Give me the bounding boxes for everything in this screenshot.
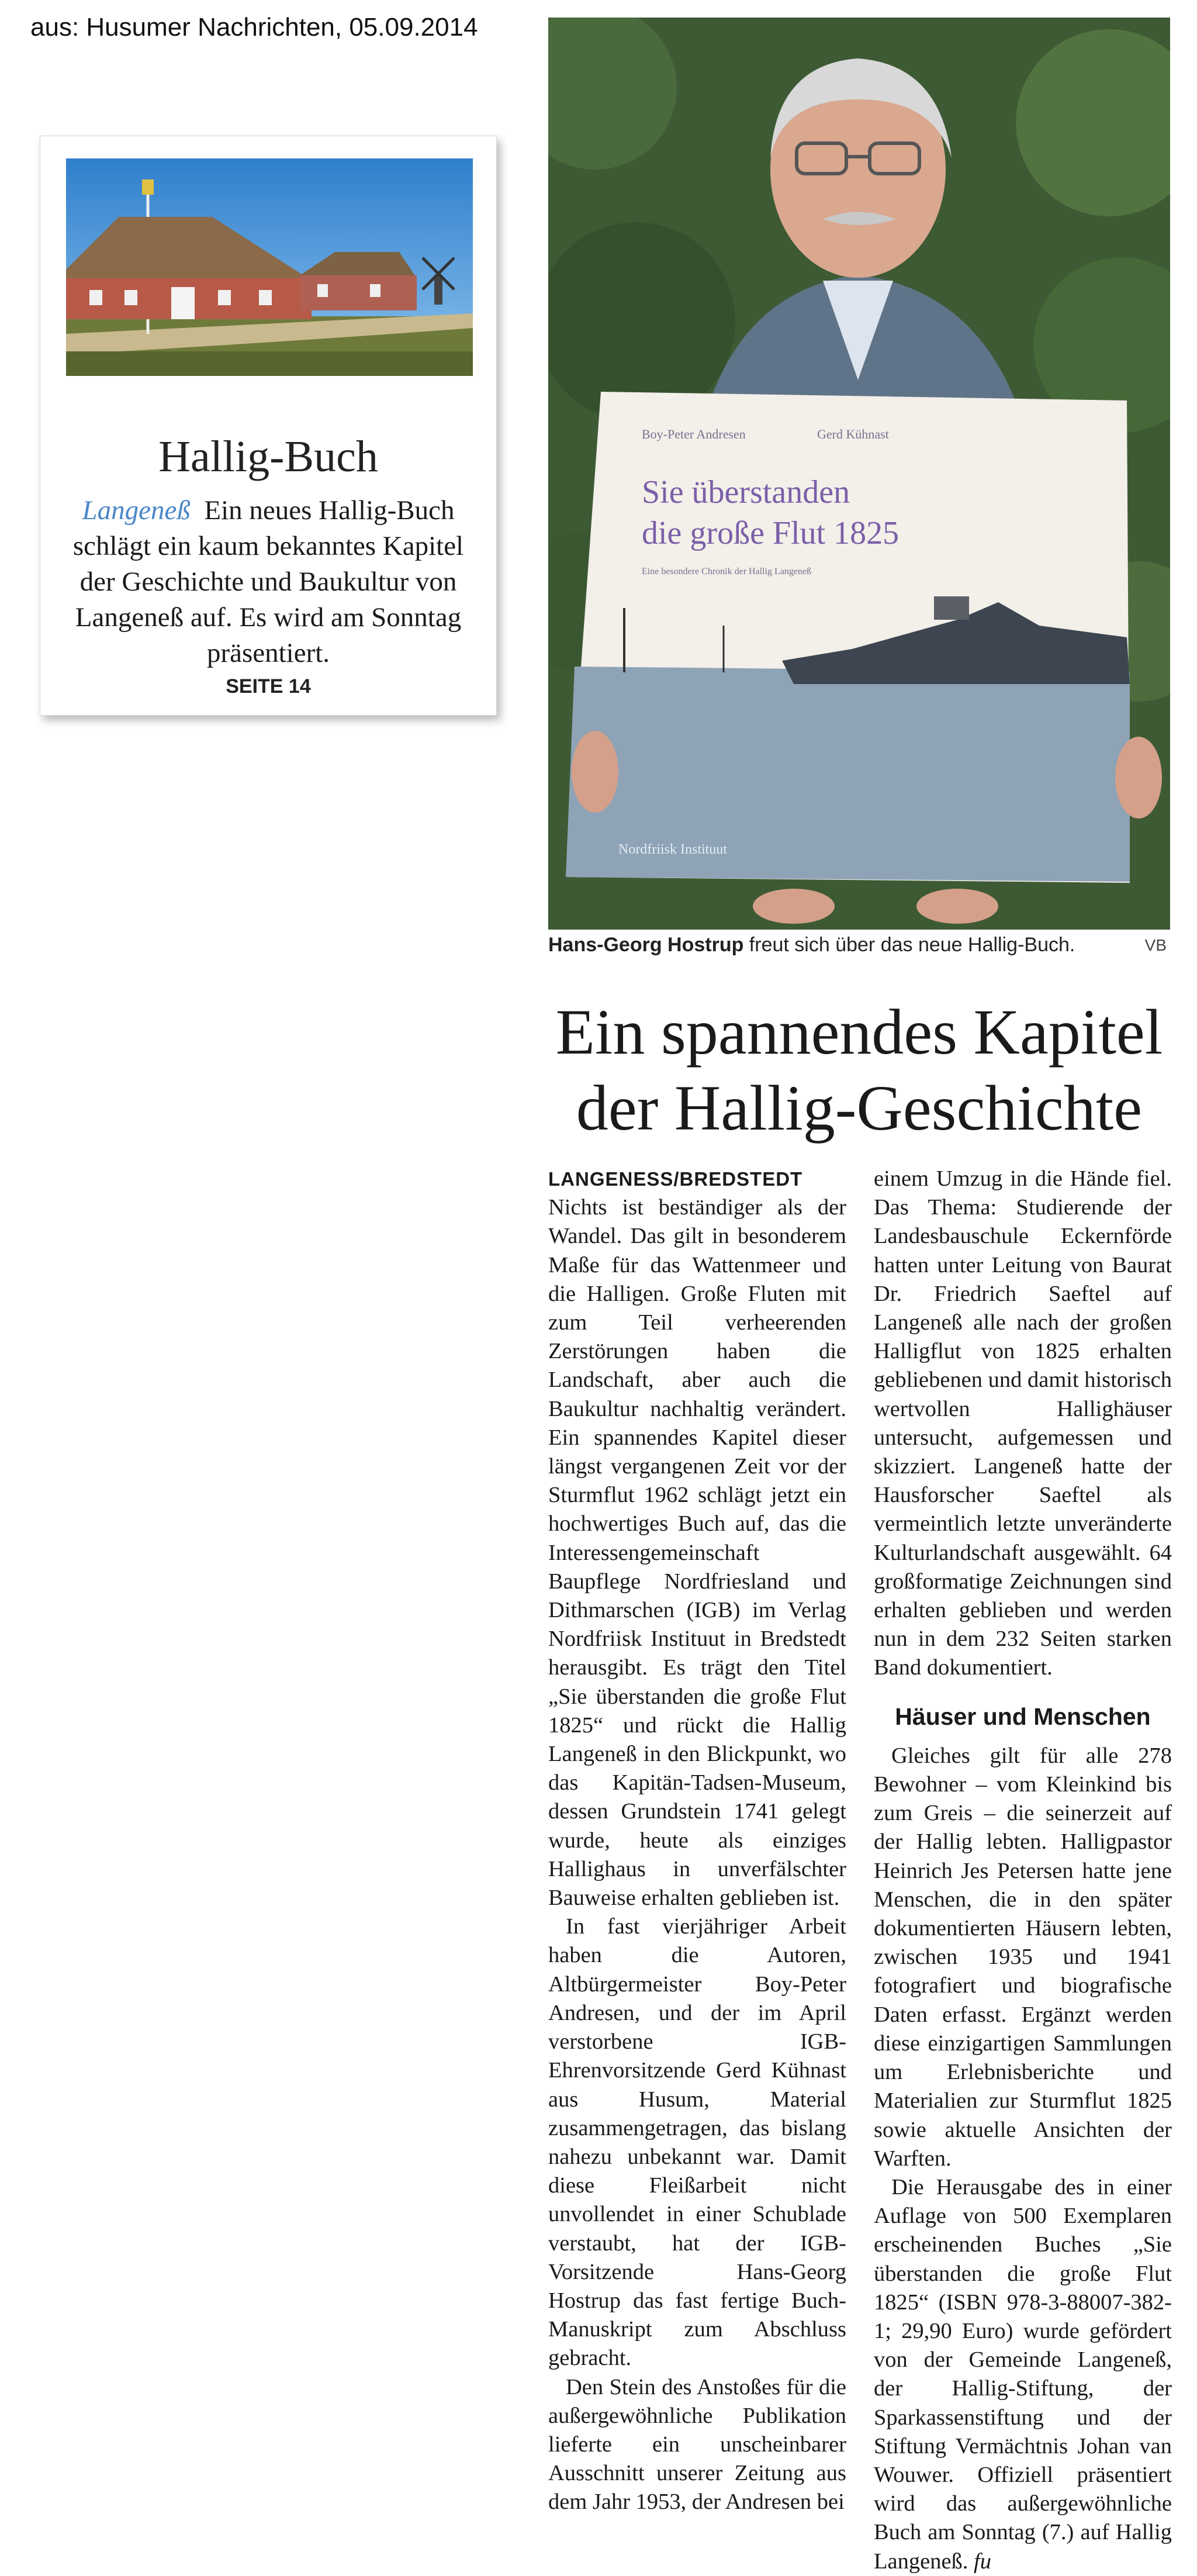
book-publisher: Nordfriisk Instituut [618, 842, 727, 857]
photo-credit: VB [1144, 936, 1167, 954]
hallig-house-photo [66, 158, 473, 376]
teaser-page-ref[interactable]: SEITE 14 [226, 675, 311, 697]
article-subhead: Häuser und Menschen [895, 1703, 1151, 1730]
book-title-line1: Sie überstanden [642, 474, 850, 510]
article-column-2 [874, 1165, 1172, 2576]
teaser-body: Ein neues Hallig-Buch schlägt ein kaum bekanntes Kapitel der Geschichte und Baukultur von Langeneß auf. Es wird am Sonntag präsentiert. [72, 495, 464, 668]
photo-illustration [548, 18, 1170, 930]
article-paragraph-5 [874, 2173, 1172, 2576]
article-author: fu [974, 2549, 991, 2574]
book-authors-2: Gerd Kühnast [817, 427, 889, 441]
headline-line1: Ein spannendes Kapitel [555, 996, 1163, 1068]
article-dateline: LANGENESS/BREDSTEDT [548, 1168, 803, 1190]
article-paragraph-5-text: Die Herausgabe des in einer Auflage von 500 Exemplaren erscheinenden Buches „Sie überstanden die große Flut 1825“ (ISBN 978-3-88007-382-1; 29,90 Euro) wurde gefördert von der Gemeinde Langeneß, der Hallig-Stiftung, der Sparkassenstiftung und der Stiftung Vermächtnis Johan van Wouwer. Offiziell präsentiert wird das außergewöhnliche Buch am Sonntag (7.) auf Hallig Langeneß. [874, 2174, 1172, 2574]
article-paragraph-1: Nichts ist beständiger als der Wandel. Das gilt in besonderem Maße für das Wattenmeer und die Halligen. Große Fluten mit zum Teil verheerenden Zerstörungen haben die Landschaft, aber auch die Baukultur nachhaltig verändert. Ein spannendes Kapitel dieser längst vergangenen Zeit vor der Sturmflut 1962 schlägt jetzt ein hochwertiges Buch auf, das die Interessengemeinschaft Baupflege Nordfriesland und Dithmarschen (IGB) im Verlag Nordfriisk Instituut in Bredstedt herausgibt. Es trägt den Titel „Sie überstanden die große Flut 1825“ und rückt die Hallig Langeneß in den Blickpunkt, wo das Kapitän-Tadsen-Museum, dessen Grundstein 1741 gelegt wurde, heute als einziges Hallighaus in unverfälschter Bauweise erhalten geblieben ist. [548, 1195, 846, 1911]
photo-caption [548, 934, 1170, 956]
article-column-1 [548, 1165, 846, 2517]
article-paragraph-4: Gleiches gilt für alle 278 Bewohner – vom Kleinkind bis zum Greis – die seinerzeit auf der Hallig lebten. Halligpastor Heinrich Jes Petersen hatte jene Menschen, die in den später dokumentierten Häusern lebten, zwischen 1935 und 1941 fotografiert und biografische Daten erfasst. Ergänzt werden diese einzigartigen Sammlungen um Erlebnisberichte und Materialien zur Sturmflut 1825 sowie aktuelle Ansichten der Warften. [874, 1743, 1172, 2171]
book-authors: Boy-Peter Andresen [642, 427, 746, 441]
main-photo [548, 18, 1170, 930]
book-title-line2: die große Flut 1825 [642, 515, 900, 551]
article-paragraph-3: Den Stein des Anstoßes für die außergewöhnliche Publikation lieferte ein unscheinbarer Ausschnitt unserer Zeitung aus dem Jahr 1953, der Andresen bei [548, 2374, 846, 2515]
caption-name: Hans-Georg Hostrup [548, 934, 744, 956]
hallig-house-illustration [66, 158, 473, 376]
teaser-text [64, 493, 473, 671]
article-paragraph-2: In fast vierjähriger Arbeit haben die Autoren, Altbürgermeister Boy-Peter Andresen, und der im April verstorbene IGB-Ehrenvorsitzende Gerd Kühnast aus Husum, Material zusammengetragen, das bislang nahezu unbekannt war. Damit diese Fleißarbeit nicht unvollendet in einer Schublade verstaubt, hat der IGB-Vorsitzende Hans-Georg Hostrup das fast fertige Buch-Manuskript zum Abschluss gebracht. [548, 1914, 846, 2371]
source-line: aus: Husumer Nachrichten, 05.09.2014 [30, 13, 478, 42]
teaser-box[interactable] [40, 136, 497, 716]
headline-line2: der Hallig-Geschichte [576, 1072, 1143, 1144]
article-paragraph-3-continued: einem Umzug in die Hände fiel. Das Thema: Studierende der Landesbauschule Eckernförde hatten unter Leitung von Baurat Dr. Friedrich Saeftel auf Langeneß alle nach der großen Halligflut von 1825 erhalten gebliebenen und damit historisch wertvollen Hallighäuser untersucht, aufgemessen und skizziert. Langeneß hatte der Hausforscher Saeftel als vermeintlich letzte unveränderte Kulturlandschaft ausgewählt. 64 großformatige Zeichnungen sind erhalten geblieben und werden nun in dem 232 Seiten starken Band dokumentiert. [874, 1166, 1172, 1680]
teaser-location: Langeneß [82, 495, 191, 526]
teaser-title: Hallig-Buch [158, 432, 378, 481]
caption-text: freut sich über das neue Hallig-Buch. [743, 934, 1075, 956]
book-subtitle: Eine besondere Chronik der Hallig Langeneß [642, 567, 812, 576]
article-headline [548, 994, 1170, 1146]
